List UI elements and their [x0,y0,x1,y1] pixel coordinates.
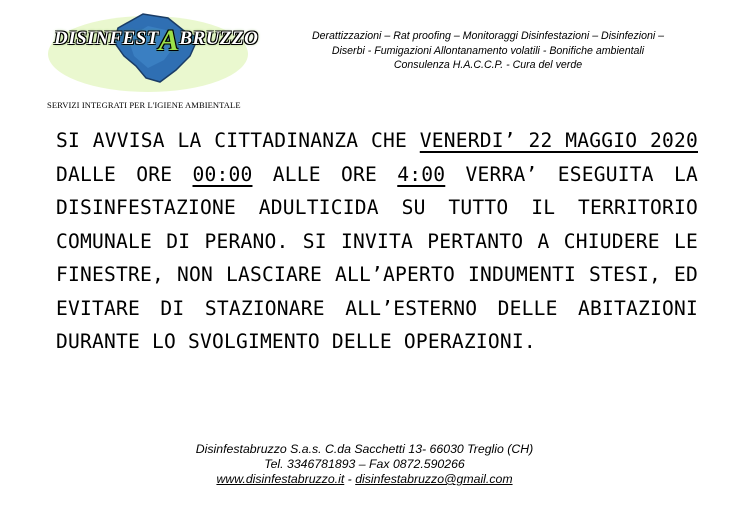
services-line-1: Derattizzazioni – Rat proofing – Monitoraggi Disinfestazioni – Disinfezioni – [311,30,665,42]
company-logo [48,8,258,98]
notice-start-time: 00:00 [192,162,253,186]
notice-to-text: ALLE ORE [252,162,398,186]
services-list [282,29,694,73]
footer-phone: Tel. 3346781893 – Fax 0872.590266 [264,457,465,471]
footer-contacts [0,472,729,487]
notice-from-text: DALLE ORE [56,162,193,186]
footer-company: Disinfestabruzzo S.a.s. C.da Sacchetti 13- 66030 Treglio (CH) [195,442,534,456]
email-link[interactable]: disinfestabruzzo@gmail.com [355,472,513,486]
website-link[interactable]: www.disinfestabruzzo.it [216,472,345,486]
notice-body: VERRA’ ESEGUITA LA DISINFESTAZIONE ADULTICIDA SU TUTTO IL TERRITORIO COMUNALE DI PERANO. SI INVITA PERTANTO A CHIUDERE LE FINESTRE, NON LASCIARE ALL’APERTO INDUMENTI STESI, ED EVITARE DI STAZIONARE ALL’ESTERNO DELLE ABITAZIONI DURANTE LO SVOLGIMENTO DELLE OPERAZIONI. [56,162,699,353]
services-line-3: Consulenza H.A.C.C.P. - Cura del verde [393,59,583,71]
notice-end-time: 4:00 [397,162,446,186]
company-tagline: SERVIZI INTEGRATI PER L'IGIENE AMBIENTALE [47,100,241,110]
logo-text-big-letter: A [158,24,180,57]
logo-text-part2: BRUZZO [179,28,259,49]
notice-intro: SI AVVISA LA CITTADINANZA CHE [56,129,420,152]
logo-wordmark [54,18,259,57]
logo-text-part1: DISINFEST [54,28,159,49]
footer-separator: - [344,472,356,486]
notice-date: VENERDI’ 22 MAGGIO 2020 [419,129,698,152]
public-notice [56,124,698,359]
company-footer [0,442,729,487]
services-line-2: Diserbi - Fumigazioni Allontanamento volatili - Bonifiche ambientali [331,44,645,57]
